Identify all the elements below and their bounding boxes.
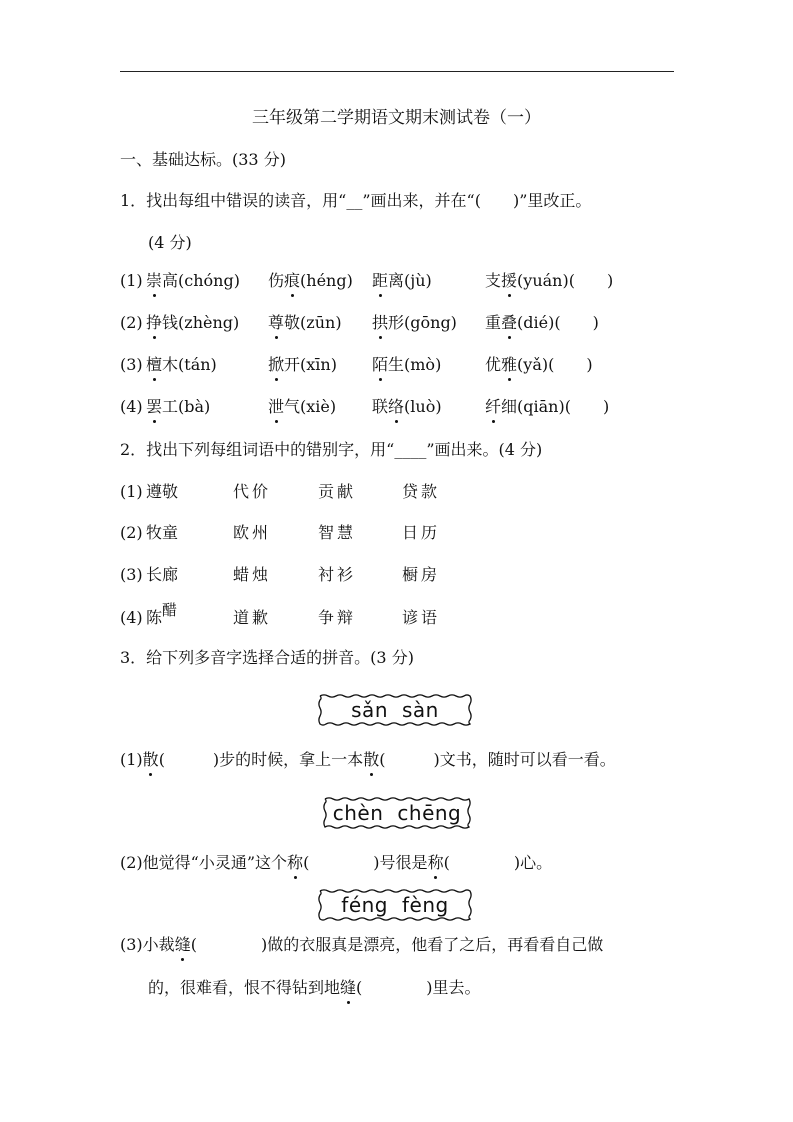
pinyin-option: féng xyxy=(341,893,388,917)
q2-word: 欧州 xyxy=(233,523,272,542)
q2-row-number: (3) xyxy=(120,565,143,584)
q1-word-item: 伤痕(héng) xyxy=(268,271,353,290)
q1-word-item: 尊敬(zūn) xyxy=(268,313,342,332)
q2-word: 贷款 xyxy=(402,482,441,501)
q2-word: 蜡烛 xyxy=(233,565,272,584)
q2-row-number: (1) xyxy=(120,482,143,501)
q1-word-item: 纤细(qiān)( ) xyxy=(485,397,610,416)
pinyin-option: chèn xyxy=(332,801,384,825)
q3-sentence-3: (3)小裁缝( )做的衣服真是漂亮，他看了之后，再看看自己做 xyxy=(120,935,604,954)
q1-word-item: 距离(jù) xyxy=(372,271,432,290)
q2-word: 谚语 xyxy=(402,608,441,627)
section-heading: 一、基础达标。(33 分) xyxy=(120,150,286,169)
q2-row-number: (2) xyxy=(120,523,143,542)
q2-word: 遵敬 xyxy=(146,482,179,501)
q2-word: 牧童 xyxy=(146,523,179,542)
q2-word: 智慧 xyxy=(318,523,357,542)
pinyin-box-3 xyxy=(316,888,474,922)
q2-row-number: (4) xyxy=(120,608,143,627)
q1-word-item: 檀木(tán) xyxy=(146,355,217,374)
q1-word-item: 罢工(bà) xyxy=(146,397,211,416)
q2-word: 道歉 xyxy=(233,608,272,627)
q3-sentence-2: (2)他觉得“小灵通”这个称( )号很是称( )心。 xyxy=(120,853,553,872)
q1-score: (4 分) xyxy=(148,233,192,252)
q2-word: 日历 xyxy=(402,523,441,542)
header-rule xyxy=(120,71,674,72)
q2-word: 陈醋 xyxy=(146,601,178,627)
q1-word-item: 支援(yuán)( ) xyxy=(485,271,614,290)
q1-word-item: 掀开(xīn) xyxy=(268,355,337,374)
q1-word-item: 优雅(yǎ)( ) xyxy=(485,355,593,374)
q1-row-number: (2) xyxy=(120,313,143,332)
q1-row-number: (3) xyxy=(120,355,143,374)
q1-word-item: 拱形(gōng) xyxy=(372,313,457,332)
pinyin-option: sàn xyxy=(402,698,439,722)
q2-word: 橱房 xyxy=(402,565,441,584)
q1-word-item: 重叠(dié)( ) xyxy=(485,313,599,332)
pinyin-option: chēng xyxy=(397,801,462,825)
pinyin-option: sǎn xyxy=(351,698,388,722)
q1-row-number: (1) xyxy=(120,271,143,290)
q2-word: 代价 xyxy=(233,482,272,501)
q2-instruction: 2．找出下列每组词语中的错别字，用“____”画出来。(4 分) xyxy=(120,440,543,459)
q3-instruction: 3．给下列多音字选择合适的拼音。(3 分) xyxy=(120,648,414,667)
q2-word: 争辩 xyxy=(318,608,357,627)
q3-sentence-1: (1)散( )步的时候，拿上一本散( )文书，随时可以看一看。 xyxy=(120,750,616,769)
q1-word-item: 挣钱(zhèng) xyxy=(146,313,240,332)
q3-sentence-3-cont: 的，很难看，恨不得钻到地缝( )里去。 xyxy=(148,978,481,997)
q2-word: 贡献 xyxy=(318,482,357,501)
q1-row-number: (4) xyxy=(120,397,143,416)
pinyin-option: fèng xyxy=(402,893,449,917)
q1-word-item: 联络(luò) xyxy=(372,397,442,416)
q2-word: 衬衫 xyxy=(318,565,357,584)
q1-instruction: 1．找出每组中错误的读音，用“__”画出来，并在“( )”里改正。 xyxy=(120,191,592,210)
q1-word-item: 泄气(xiè) xyxy=(268,397,337,416)
page-title: 三年级第二学期语文期末测试卷（一） xyxy=(252,108,541,128)
q2-word: 长廊 xyxy=(146,565,179,584)
q1-word-item: 崇高(chóng) xyxy=(146,271,240,290)
pinyin-box-1 xyxy=(316,693,474,727)
q1-word-item: 陌生(mò) xyxy=(372,355,442,374)
pinyin-box-2 xyxy=(321,796,473,830)
